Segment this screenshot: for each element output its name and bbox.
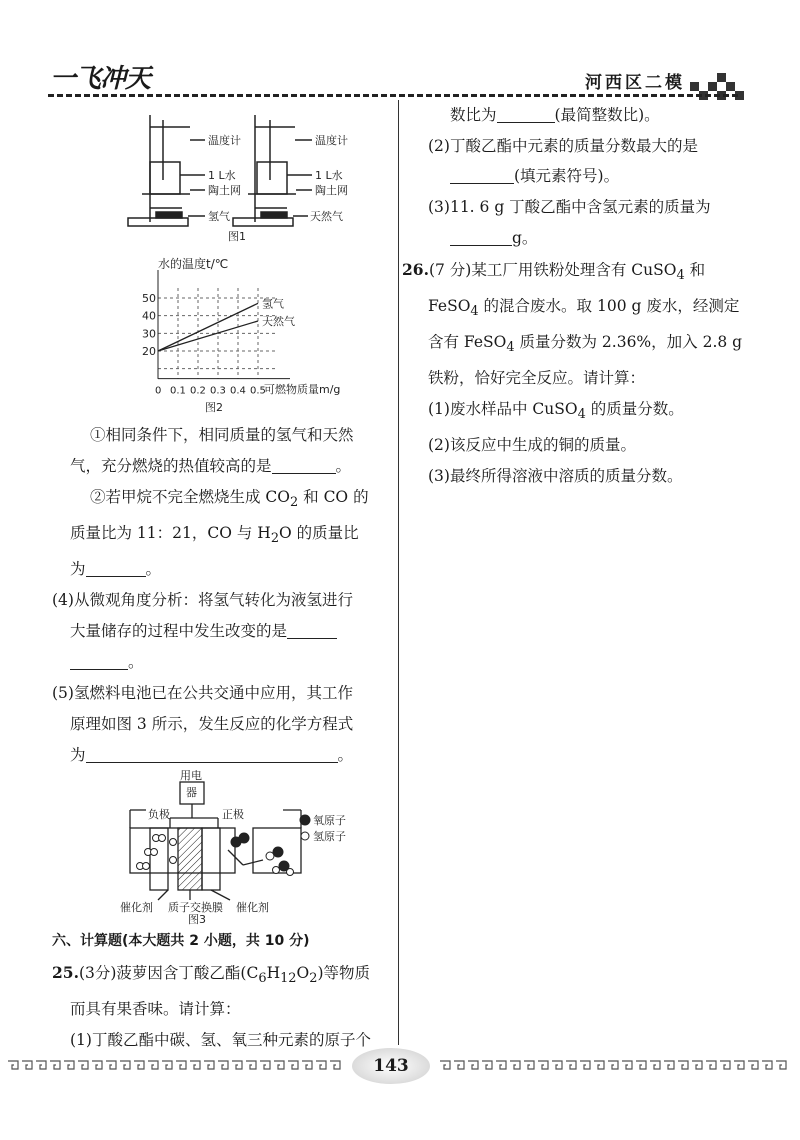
q4-line1: (4)从微观角度分析：将氢气转化为液氢进行 bbox=[52, 591, 353, 610]
series-line bbox=[158, 303, 258, 351]
q26-sub-d: 4 bbox=[577, 407, 586, 423]
q25-text-b: )等物质 bbox=[317, 964, 371, 982]
r2-end: (填元素符号)。 bbox=[514, 167, 620, 185]
q26-f: 质量分数为 2.36%，加入 2.8 g bbox=[514, 333, 743, 352]
q25-text-a: (3分)菠萝因含丁酸乙酯(C bbox=[78, 964, 259, 982]
q2-text-c: 质量比为 11：21，CO 与 H bbox=[70, 524, 271, 543]
y-tick-label: 20 bbox=[142, 345, 156, 358]
fig1-thermometer-right: 温度计 bbox=[315, 134, 348, 147]
q5-line3: 为 bbox=[70, 746, 86, 765]
q26-b: 和 bbox=[684, 261, 706, 279]
q2-end: 。 bbox=[145, 560, 162, 579]
fig1-thermometer-left: 温度计 bbox=[208, 134, 241, 147]
x-tick-label: 0.5 bbox=[250, 385, 266, 397]
fig3-negative: 负极 bbox=[148, 808, 170, 821]
fig1-water-left: 1 L水 bbox=[208, 169, 236, 182]
r1-answer-blank[interactable] bbox=[497, 104, 555, 123]
r3-text: (3)11. 6 g 丁酸乙酯中含氢元素的质量为 bbox=[428, 198, 711, 216]
fig1-hydrogen: 氢气 bbox=[208, 210, 230, 223]
q26-j: (2)该反应中生成的铜的质量。 bbox=[428, 436, 636, 455]
q2-answer-blank[interactable] bbox=[86, 558, 146, 577]
header-rule bbox=[48, 94, 738, 97]
column-divider bbox=[398, 100, 399, 1045]
q26-k: (3)最终所得溶液中溶质的质量分数。 bbox=[428, 467, 683, 486]
q2-text-b: 和 CO 的 bbox=[298, 488, 369, 506]
q26-sub-a: 4 bbox=[676, 268, 685, 284]
fig1-caption: 图1 bbox=[228, 230, 246, 243]
x-tick-label: 0.4 bbox=[230, 385, 246, 397]
chart-caption: 图2 bbox=[205, 401, 223, 414]
q26-number: 26. bbox=[402, 260, 429, 279]
q5-line2: 原理如图 3 所示，发生反应的化学方程式 bbox=[70, 715, 354, 734]
x-tick-label: 0 bbox=[155, 385, 162, 397]
fig3-device-2: 器 bbox=[186, 786, 197, 799]
q2-text-e: 为 bbox=[70, 560, 86, 579]
x-tick-label: 0.1 bbox=[170, 385, 186, 397]
q26-sub-c: 4 bbox=[506, 340, 515, 356]
q25-sub1: (1)丁酸乙酯中碳、氢、氧三种元素的原子个 bbox=[70, 1031, 371, 1050]
q2-text-d: O 的质量比 bbox=[279, 524, 359, 543]
q5-answer-blank[interactable] bbox=[86, 744, 338, 763]
q25-sub-h: 12 bbox=[280, 971, 297, 987]
q4-answer-blank[interactable] bbox=[287, 620, 337, 639]
q25-sub-o: 2 bbox=[309, 971, 318, 987]
fig1-water-right: 1 L水 bbox=[315, 169, 343, 182]
fig3-positive: 正极 bbox=[222, 808, 244, 821]
y-tick-label: 30 bbox=[142, 327, 156, 341]
q25-h: H bbox=[266, 964, 281, 982]
series-label: 天然气 bbox=[262, 314, 295, 328]
fig1-natural-gas: 天然气 bbox=[310, 210, 343, 223]
brand-title: 一飞冲天 bbox=[50, 64, 151, 94]
fig3-caption: 图3 bbox=[188, 913, 206, 925]
q26-h: (1)废水样品中 CuSO bbox=[428, 400, 578, 419]
chart-xlabel: 可燃物质量m/g bbox=[264, 383, 341, 396]
fig3-hydrogen-legend: 氢原子 bbox=[313, 830, 346, 843]
q2-text-a: ②若甲烷不完全燃烧生成 CO bbox=[90, 488, 290, 506]
q26-c: FeSO bbox=[428, 297, 471, 316]
q26-i: 的质量分数。 bbox=[585, 400, 684, 419]
q2-sub-a: 2 bbox=[290, 495, 299, 511]
q25-number: 25. bbox=[52, 963, 79, 982]
x-tick-label: 0.2 bbox=[190, 385, 206, 397]
fig3-oxygen-legend: 氧原子 bbox=[313, 814, 346, 827]
fig1-gauze-right: 陶土网 bbox=[315, 184, 348, 197]
q1-line2: 气，充分燃烧的热值较高的是 bbox=[70, 457, 272, 475]
q26-e: 含有 FeSO bbox=[428, 333, 507, 352]
y-tick-label: 50 bbox=[142, 292, 156, 305]
q26-d: 的混合废水。取 100 g 废水，经测定 bbox=[478, 297, 740, 316]
fig3-device-1: 用电 bbox=[180, 770, 202, 782]
chart-ylabel: 水的温度t/℃ bbox=[158, 257, 229, 271]
exam-region: 河西区二模 bbox=[585, 73, 685, 93]
q4-answer-blank-2[interactable] bbox=[70, 651, 128, 670]
x-tick-label: 0.3 bbox=[210, 385, 226, 397]
r1-text: 数比为 bbox=[450, 106, 497, 124]
r3-answer-blank[interactable] bbox=[450, 227, 512, 246]
q2-sub-b: 2 bbox=[270, 531, 280, 547]
fig1-gauze-left: 陶土网 bbox=[208, 184, 241, 197]
fig3-catalyst-left: 催化剂 bbox=[120, 901, 153, 914]
figure3-fuel-cell bbox=[118, 770, 388, 925]
figure1-apparatus bbox=[120, 100, 390, 245]
q4-end: 。 bbox=[128, 653, 144, 672]
q25-sub-c: 6 bbox=[258, 971, 267, 987]
q1-end: 。 bbox=[335, 457, 352, 475]
q5-line1: (5)氢燃料电池已在公共交通中应用，其工作 bbox=[52, 684, 353, 703]
y-tick-label: 40 bbox=[142, 309, 156, 323]
section6-heading: 六、计算题(本大题共 2 小题，共 10 分) bbox=[52, 933, 310, 949]
q26-sub-b: 4 bbox=[470, 304, 479, 320]
q25-o: O bbox=[296, 964, 310, 982]
fig3-membrane: 质子交换膜 bbox=[168, 901, 223, 914]
q26-a: (7 分)某工厂用铁粉处理含有 CuSO bbox=[428, 261, 677, 279]
q26-g: 铁粉，恰好完全反应。请计算： bbox=[428, 369, 646, 388]
q25-line2: 而具有果香味。请计算： bbox=[70, 1000, 241, 1019]
r1-end: (最简整数比)。 bbox=[554, 106, 660, 124]
q1-line1: ①相同条件下，相同质量的氢气和天然 bbox=[90, 426, 354, 444]
r3-end: g。 bbox=[512, 229, 538, 247]
r2-answer-blank[interactable] bbox=[450, 165, 514, 184]
q5-end: 。 bbox=[337, 746, 354, 765]
series-line bbox=[158, 321, 258, 351]
page-number: 143 bbox=[352, 1048, 430, 1084]
q1-answer-blank[interactable] bbox=[272, 455, 336, 474]
fig3-catalyst-right: 催化剂 bbox=[236, 901, 269, 914]
series-label: 氢气 bbox=[262, 297, 284, 311]
figure2-chart bbox=[120, 248, 390, 418]
r2-text: (2)丁酸乙酯中元素的质量分数最大的是 bbox=[428, 137, 698, 155]
q4-line2: 大量储存的过程中发生改变的是 bbox=[70, 622, 288, 641]
